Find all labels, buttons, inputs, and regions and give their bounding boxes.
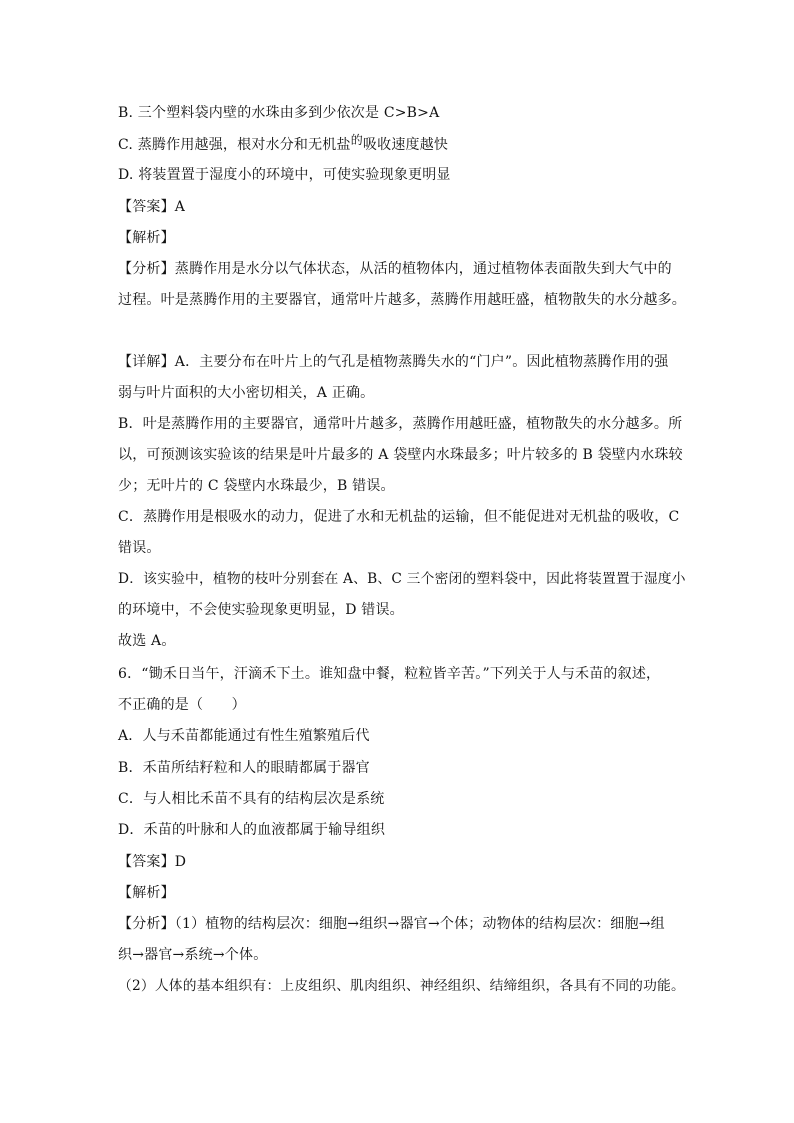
option-c-superscript: 的 [350, 133, 363, 147]
answer-label: 【答案】A [118, 199, 186, 215]
analysis-paragraph-line: 【分析】（1）植物的结构层次：细胞→组织→器官→个体；动物体的结构层次：细胞→组 [118, 916, 665, 932]
option-c-part1: C. 蒸腾作用越强，根对水分和无机盐 [118, 137, 351, 153]
option-b-text: B. 三个塑料袋内壁的水珠由多到少依次是 C>B>A [118, 105, 440, 121]
analysis-paragraph-line: 织→器官→系统→个体。 [118, 947, 268, 963]
detail-paragraph-line: 错误。 [118, 540, 161, 556]
detail-paragraph-line: 以，可预测该实验该的结果是叶片最多的 A 袋壁内水珠最多；叶片较多的 B 袋壁内水珠较 [118, 447, 683, 463]
question-6-option-a: A．人与禾苗都能通过有性生殖繁殖后代 [118, 728, 370, 744]
analysis-paragraph-line: 【分析】蒸腾作用是水分以气体状态，从活的植物体内，通过植物体表面散失到大气中的 [118, 261, 672, 277]
question-6-option-c: C．与人相比禾苗不具有的结构层次是系统 [118, 791, 385, 807]
detail-paragraph-line: 【详解】A．主要分布在叶片上的气孔是植物蒸腾失水的“门户”。因此植物蒸腾作用的强 [118, 354, 669, 370]
detail-paragraph-line: C．蒸腾作用是根吸水的动力，促进了水和无机盐的运输，但不能促进对无机盐的吸收，C [118, 509, 680, 525]
analysis-label: 【解析】 [118, 885, 175, 901]
analysis-paragraph-line: 过程。叶是蒸腾作用的主要器官，通常叶片越多，蒸腾作用越旺盛，植物散失的水分越多。 [118, 292, 686, 308]
answer-label: 【答案】D [118, 854, 187, 870]
detail-paragraph-line: B．叶是蒸腾作用的主要器官，通常叶片越多，蒸腾作用越旺盛，植物散失的水分越多。所 [118, 416, 683, 432]
option-d-text: D. 将装置置于湿度小的环境中，可使实验现象更明显 [118, 167, 451, 183]
question-6-option-b: B．禾苗所结籽粒和人的眼睛都属于器官 [118, 760, 370, 776]
detail-paragraph-line: 的环境中，不会使实验现象更明显，D 错误。 [118, 602, 404, 618]
detail-paragraph-line: 少；无叶片的 C 袋壁内水珠最少，B 错误。 [118, 478, 395, 494]
detail-paragraph-line: 弱与叶片面积的大小密切相关，A 正确。 [118, 385, 375, 401]
analysis-label: 【解析】 [118, 230, 175, 246]
analysis-paragraph-line: （2）人体的基本组织有：上皮组织、肌肉组织、神经组织、结缔组织，各具有不同的功能。 [118, 978, 685, 994]
question-6-stem: 6．“锄禾日当午，汗滴禾下土。谁知盘中餐，粒粒皆辛苦。”下列关于人与禾苗的叙述， [118, 666, 661, 682]
detail-paragraph-line: D．该实验中，植物的枝叶分别套在 A、B、C 三个密闭的塑料袋中，因此将装置置于湿度小 [118, 571, 686, 587]
question-6-stem: 不正确的是（ ） [118, 697, 246, 713]
question-6-option-d: D．禾苗的叶脉和人的血液都属于输导组织 [118, 822, 386, 838]
option-c-part2: 吸收速度越快 [362, 137, 449, 153]
option-c-text [118, 133, 688, 154]
conclusion-text: 故选 A。 [118, 633, 176, 649]
